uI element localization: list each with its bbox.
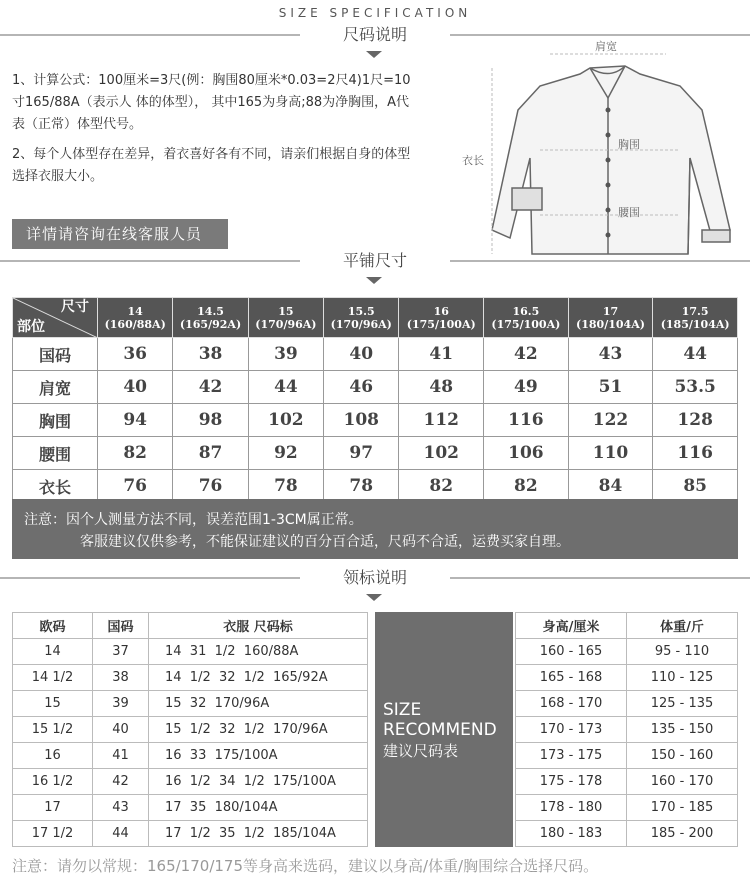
table-cell: 165 - 168 [516,665,627,691]
table-cell: 16 33 175/100A [149,743,368,769]
table-cell: 85 [653,470,738,503]
table-cell: 178 - 180 [516,795,627,821]
table-cell: 17 [13,795,93,821]
table-cell: 125 - 135 [627,691,738,717]
table-cell: 84 [568,470,653,503]
table-header-row [516,613,738,639]
table-cell: 112 [399,404,484,437]
table-cell: 150 - 160 [627,743,738,769]
table-row [13,371,738,404]
table-cell: 40 [324,338,399,371]
page-title: SIZE SPECIFICATION [278,6,472,20]
table-cell: 78 [324,470,399,503]
table-cell: 41 [399,338,484,371]
table-cell: 173 - 175 [516,743,627,769]
table-row [13,470,738,503]
table-cell: 102 [399,437,484,470]
table-corner-cell [13,298,98,338]
table-cell: 42 [484,338,569,371]
table-cell: 135 - 150 [627,717,738,743]
shirt-diagram [440,40,750,260]
table-row [13,639,368,665]
table-cell: 160 - 170 [627,769,738,795]
table-cell: 53.5 [653,371,738,404]
size-column-header: 14.5 (165/92A) [173,298,248,338]
table-cell: 110 - 125 [627,665,738,691]
table-cell: 44 [248,371,323,404]
table-row [516,717,738,743]
table-cell: 15 [13,691,93,717]
table-cell: 106 [484,437,569,470]
size-column-header: 16.5 (175/100A) [484,298,569,338]
corner-top-label: 尺寸 [61,299,89,315]
table-cell: 17 35 180/104A [149,795,368,821]
table-cell: 95 - 110 [627,639,738,665]
table-cell: 15 1/2 [13,717,93,743]
table-cell: 39 [248,338,323,371]
waist-label: 腰围 [618,206,640,219]
table-row [13,404,738,437]
note-line-1: 注意：因个人测量方法不同，误差范围1-3CM属正常。 [24,512,363,528]
recommend-line-3: 建议尺码表 [383,742,459,760]
row-label: 肩宽 [13,371,98,404]
table-cell: 110 [568,437,653,470]
table-row [516,795,738,821]
size-recommend-banner [375,612,513,847]
table-cell: 48 [399,371,484,404]
table-cell: 38 [93,665,149,691]
section-label: 领标说明 [300,565,450,591]
table-cell: 51 [568,371,653,404]
column-header: 身高/厘米 [516,613,627,639]
table-row [516,769,738,795]
table-cell: 43 [568,338,653,371]
note-line-2: 客服建议仅供参考，不能保证建议的百分百合适，尺码不合适，运费买家自理。 [80,534,570,550]
table-cell: 40 [98,371,173,404]
table-row [13,821,368,847]
table-cell: 97 [324,437,399,470]
table-cell: 44 [653,338,738,371]
table-cell: 15 1/2 32 1/2 170/96A [149,717,368,743]
table-cell: 116 [653,437,738,470]
table-row [13,665,368,691]
table-cell: 40 [93,717,149,743]
table-cell: 78 [248,470,323,503]
size-column-header: 15.5 (170/96A) [324,298,399,338]
table-row [13,717,368,743]
section-collar-description [0,565,750,591]
section-flat-size [0,248,750,274]
footer-note: 注意：请勿以常规：165/170/175等身高来选码，建议以身高/体重/胸围综合选择尺码。 [12,857,599,875]
table-cell: 17 1/2 35 1/2 185/104A [149,821,368,847]
table-cell: 82 [98,437,173,470]
table-row [516,665,738,691]
table-cell: 76 [98,470,173,503]
measurement-note [12,499,738,559]
table-cell: 170 - 185 [627,795,738,821]
table-cell: 14 1/2 32 1/2 165/92A [149,665,368,691]
table-cell: 180 - 183 [516,821,627,847]
table-cell: 160 - 165 [516,639,627,665]
table-cell: 42 [93,769,149,795]
table-header-row [13,613,368,639]
intro-text [12,70,412,196]
table-cell: 76 [173,470,248,503]
table-cell: 108 [324,404,399,437]
recommend-line-1: SIZE [383,700,422,720]
table-cell: 16 1/2 [13,769,93,795]
table-cell: 82 [399,470,484,503]
size-column-header: 16 (175/100A) [399,298,484,338]
table-cell: 98 [173,404,248,437]
table-row [516,743,738,769]
table-cell: 39 [93,691,149,717]
table-cell: 87 [173,437,248,470]
table-cell: 37 [93,639,149,665]
table-cell: 82 [484,470,569,503]
recommend-table [515,612,738,847]
table-cell: 116 [484,404,569,437]
size-column-header: 17.5 (185/104A) [653,298,738,338]
recommend-line-2: RECOMMEND [383,720,497,740]
table-cell: 43 [93,795,149,821]
table-cell: 16 1/2 34 1/2 175/100A [149,769,368,795]
section-label: 平铺尺寸 [300,248,450,274]
table-cell: 14 [13,639,93,665]
shoulder-label: 肩宽 [595,40,617,53]
table-cell: 122 [568,404,653,437]
table-cell: 16 [13,743,93,769]
table-header-row [13,298,738,338]
chest-label: 胸围 [618,138,640,151]
table-cell: 102 [248,404,323,437]
table-row [13,769,368,795]
table-row [13,691,368,717]
intro-paragraph-1: 1、计算公式：100厘米=3尺(例：胸围80厘米*0.03=2尺4)1尺=10寸165/88A（表示人 体的体型）， 其中165为身高;88为净胸围，A代表（正常）体型代号。 [12,73,411,132]
table-cell: 49 [484,371,569,404]
table-row [516,691,738,717]
table-cell: 36 [98,338,173,371]
table-cell: 14 31 1/2 160/88A [149,639,368,665]
row-label: 胸围 [13,404,98,437]
row-label: 国码 [13,338,98,371]
table-row [516,821,738,847]
size-column-header: 15 (170/96A) [248,298,323,338]
table-cell: 42 [173,371,248,404]
table-cell: 17 1/2 [13,821,93,847]
table-cell: 128 [653,404,738,437]
column-header: 国码 [93,613,149,639]
row-label: 衣长 [13,470,98,503]
table-row [13,338,738,371]
column-header: 衣服 尺码标 [149,613,368,639]
table-row [13,437,738,470]
row-label: 腰围 [13,437,98,470]
length-label: 衣长 [462,154,484,167]
table-cell: 15 32 170/96A [149,691,368,717]
table-row [13,743,368,769]
table-cell: 41 [93,743,149,769]
table-row [13,795,368,821]
table-cell: 46 [324,371,399,404]
size-column-header: 14 (160/88A) [98,298,173,338]
size-column-header: 17 (180/104A) [568,298,653,338]
table-cell: 168 - 170 [516,691,627,717]
measurement-table [12,297,738,503]
contact-service-button[interactable]: 详情请咨询在线客服人员 [12,219,228,249]
table-cell: 14 1/2 [13,665,93,691]
table-cell: 38 [173,338,248,371]
table-cell: 185 - 200 [627,821,738,847]
column-header: 欧码 [13,613,93,639]
column-header: 体重/斤 [627,613,738,639]
table-row [516,639,738,665]
table-cell: 92 [248,437,323,470]
corner-bottom-label: 部位 [17,319,45,335]
section-label: 尺码说明 [300,22,450,48]
table-cell: 94 [98,404,173,437]
table-cell: 175 - 178 [516,769,627,795]
table-cell: 170 - 173 [516,717,627,743]
intro-paragraph-2: 2、每个人体型存在差异，着衣喜好各有不同，请亲们根据自身的体型选择衣服大小。 [12,147,411,184]
collar-table [12,612,368,847]
table-cell: 44 [93,821,149,847]
